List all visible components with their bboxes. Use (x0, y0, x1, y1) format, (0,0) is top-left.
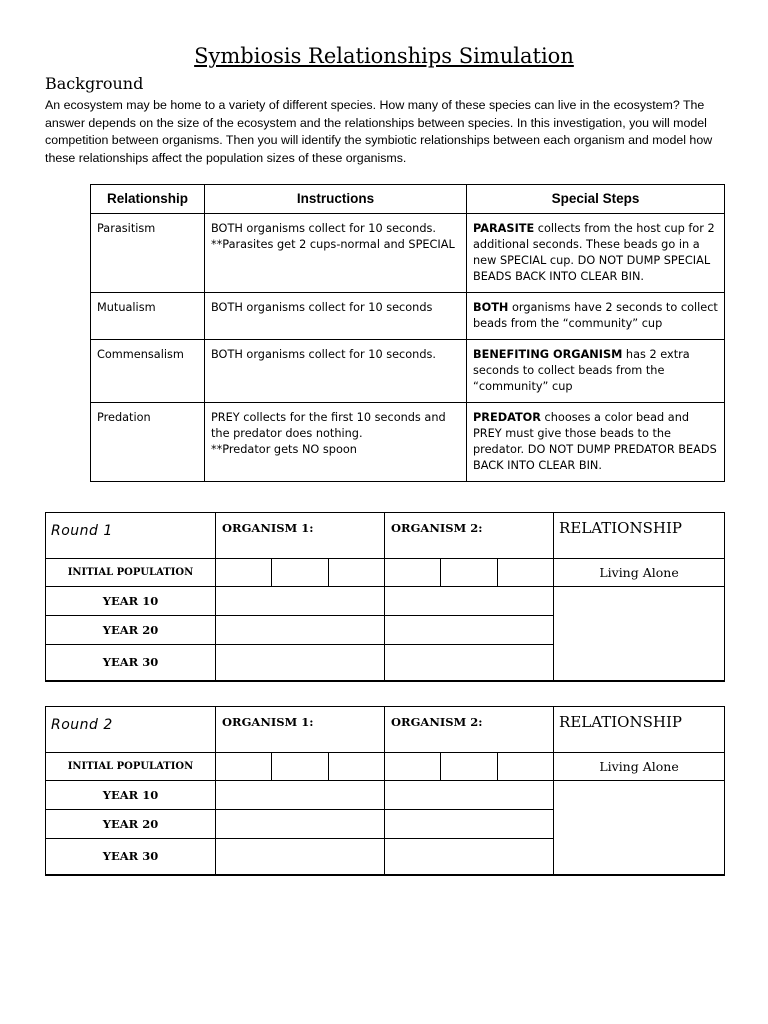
header-relationship: Relationship (91, 185, 205, 214)
population-cell[interactable] (385, 753, 441, 781)
population-cell[interactable] (498, 753, 554, 781)
population-cell[interactable] (216, 559, 272, 587)
steps-cell (467, 293, 725, 340)
organism-2-year-cell[interactable] (385, 616, 554, 645)
header-instructions: Instructions (205, 185, 467, 214)
instructions-cell (205, 214, 467, 293)
year-label: YEAR 10 (46, 781, 216, 810)
relationship-header: RELATIONSHIP (554, 707, 725, 753)
background-heading: Background (45, 74, 144, 93)
steps-keyword: PREDATOR (473, 411, 541, 424)
page-title: Symbiosis Relationships Simulation (194, 44, 574, 68)
relationship-cell: Parasitism (91, 214, 205, 293)
relationship-answer-cell[interactable] (554, 587, 725, 681)
relationship-answer-cell[interactable] (554, 781, 725, 875)
population-cell[interactable] (272, 753, 329, 781)
steps-text: collects from the host cup for 2 additional seconds. These beads go in a new SPECIAL cup. DO NOT DUMP SPECIAL BEADS BACK INTO CLEAR BIN. (473, 222, 715, 283)
instructions-text: BOTH organisms collect for 10 seconds (211, 301, 433, 314)
organism-1-year-cell[interactable] (216, 616, 385, 645)
steps-text: chooses a color bead and PREY must give those beads to the predator. DO NOT DUMP PREDATOR BEADS BACK INTO CLEAR BIN. (473, 411, 717, 472)
year-label: YEAR 10 (46, 587, 216, 616)
steps-text: has 2 extra seconds to collect beads from the “community” cup (473, 348, 690, 393)
relationship-header: RELATIONSHIP (554, 513, 725, 559)
initial-population-label: INITIAL POPULATION (46, 753, 216, 781)
steps-cell (467, 214, 725, 293)
round-label: Round 1 (46, 513, 216, 559)
round-2-table (45, 706, 725, 876)
header-special-steps: Special Steps (467, 185, 725, 214)
steps-keyword: BOTH (473, 301, 509, 314)
organism-1-year-cell[interactable] (216, 810, 385, 839)
round-1-table (45, 512, 725, 682)
background-text: An ecosystem may be home to a variety of different species. How many of these species can live in the ecosystem? The answer depends on the size of the ecosystem and the relationships between species. In this investigation, you will model competition between organisms. Then you will identify the symbiotic relationships between each organism and model how these relationships affect the population sizes of these organisms. (45, 98, 713, 165)
organism-2-year-cell[interactable] (385, 781, 554, 810)
year-label: YEAR 30 (46, 839, 216, 875)
organism-2-year-cell[interactable] (385, 810, 554, 839)
population-cell[interactable] (216, 753, 272, 781)
table-row (91, 293, 725, 340)
population-cell[interactable] (441, 559, 498, 587)
relationship-cell: Predation (91, 403, 205, 482)
population-cell[interactable] (441, 753, 498, 781)
instructions-cell (205, 340, 467, 403)
living-alone-label: Living Alone (554, 559, 725, 587)
year-label: YEAR 30 (46, 645, 216, 681)
instructions-text: PREY collects for the first 10 seconds and the predator does nothing. (211, 411, 446, 440)
instructions-header-row (91, 185, 725, 214)
round-label: Round 2 (46, 707, 216, 753)
organism-1-field[interactable]: ORGANISM 1: (216, 707, 385, 753)
instructions-text: BOTH organisms collect for 10 seconds. (211, 222, 436, 235)
organism-1-field[interactable]: ORGANISM 1: (216, 513, 385, 559)
instructions-note: **Predator gets NO spoon (211, 443, 357, 456)
initial-population-label: INITIAL POPULATION (46, 559, 216, 587)
steps-cell (467, 340, 725, 403)
steps-keyword: BENEFITING ORGANISM (473, 348, 623, 361)
organism-1-year-cell[interactable] (216, 781, 385, 810)
organism-2-year-cell[interactable] (385, 645, 554, 681)
population-cell[interactable] (385, 559, 441, 587)
table-row (91, 403, 725, 482)
organism-1-year-cell[interactable] (216, 645, 385, 681)
population-cell[interactable] (329, 753, 385, 781)
year-label: YEAR 20 (46, 810, 216, 839)
instructions-table (90, 184, 725, 482)
year-label: YEAR 20 (46, 616, 216, 645)
relationship-cell: Commensalism (91, 340, 205, 403)
steps-cell (467, 403, 725, 482)
instructions-cell (205, 293, 467, 340)
relationship-cell: Mutualism (91, 293, 205, 340)
instructions-text: BOTH organisms collect for 10 seconds. (211, 348, 436, 361)
instructions-cell (205, 403, 467, 482)
organism-1-year-cell[interactable] (216, 839, 385, 875)
population-cell[interactable] (329, 559, 385, 587)
table-row (91, 214, 725, 293)
population-cell[interactable] (272, 559, 329, 587)
organism-2-field[interactable]: ORGANISM 2: (385, 513, 554, 559)
organism-1-year-cell[interactable] (216, 587, 385, 616)
organism-2-field[interactable]: ORGANISM 2: (385, 707, 554, 753)
organism-2-year-cell[interactable] (385, 839, 554, 875)
steps-keyword: PARASITE (473, 222, 535, 235)
organism-2-year-cell[interactable] (385, 587, 554, 616)
instructions-note: **Parasites get 2 cups-normal and SPECIAL (211, 238, 455, 251)
table-row (91, 340, 725, 403)
population-cell[interactable] (498, 559, 554, 587)
living-alone-label: Living Alone (554, 753, 725, 781)
steps-text: organisms have 2 seconds to collect beads from the “community” cup (473, 301, 718, 330)
